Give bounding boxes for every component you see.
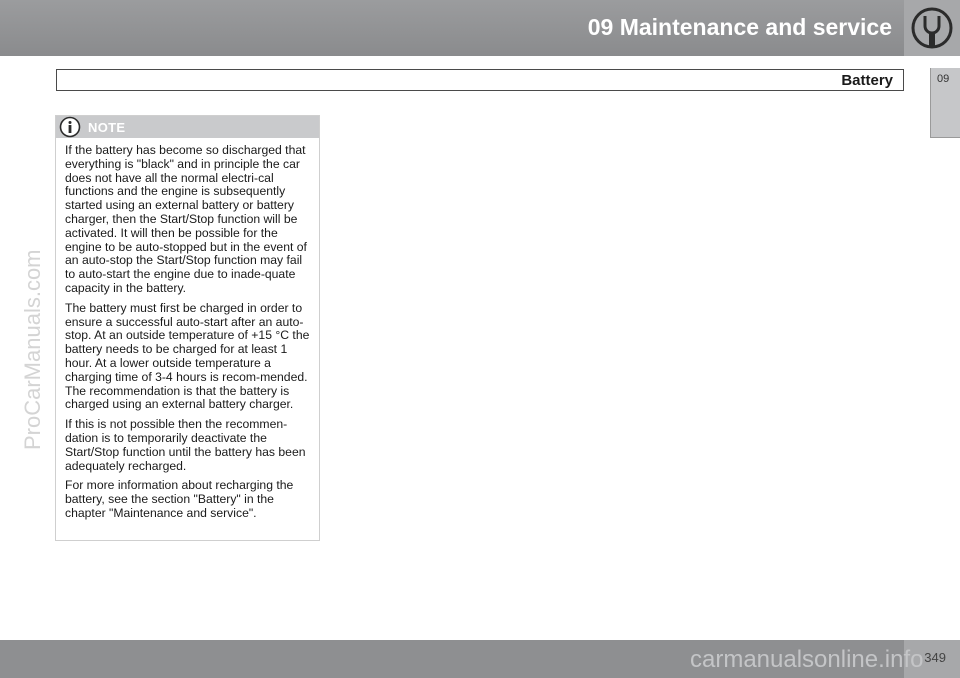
side-watermark: ProCarManuals.com bbox=[20, 249, 45, 450]
note-paragraph: For more information about recharging the battery, see the section "Battery" in the chapter "Maintenance and service". bbox=[65, 478, 294, 520]
info-icon bbox=[59, 116, 81, 138]
note-paragraph: The battery must first be charged in order to ensure a successful auto-start after an auto-stop. At an outside temperature of +15 °C the battery needs to be charged for at least 1 hour. At a lower outside temperature a charging time of 3-4 hours is recom-mended. The recommendation is that the battery is charged using an external battery charger. bbox=[65, 300, 310, 412]
chapter-icon-box bbox=[904, 0, 960, 56]
bottom-watermark: carmanualsonline.info bbox=[690, 646, 924, 673]
header-band bbox=[0, 0, 904, 56]
chapter-title: 09 Maintenance and service bbox=[587, 14, 892, 40]
note-box bbox=[55, 115, 320, 541]
section-header bbox=[56, 69, 904, 91]
note-paragraph: If the battery has become so discharged that everything is "black" and in principle the car does not have all the normal electri-cal functions and the engine is subsequently started using an external battery or battery charger, then the Start/Stop function will be activated. It will then be possible for the engine to be auto-stopped but in the event of an auto-stop the Start/Stop function may fail to auto-start the engine due to inade-quate capacity in the battery. bbox=[65, 143, 307, 295]
note-label: NOTE bbox=[88, 120, 126, 135]
chapter-tab-label: 09 bbox=[937, 73, 950, 85]
page-number: 349 bbox=[924, 650, 946, 665]
section-title: Battery bbox=[841, 72, 893, 89]
chapter-tab bbox=[930, 68, 960, 138]
note-header bbox=[56, 116, 319, 138]
wrench-icon bbox=[908, 4, 956, 52]
note-body bbox=[65, 144, 315, 527]
note-paragraph: If this is not possible then the recommen-dation is to temporarily deactivate the Start/Stop function until the battery has been adequately recharged. bbox=[65, 417, 306, 473]
